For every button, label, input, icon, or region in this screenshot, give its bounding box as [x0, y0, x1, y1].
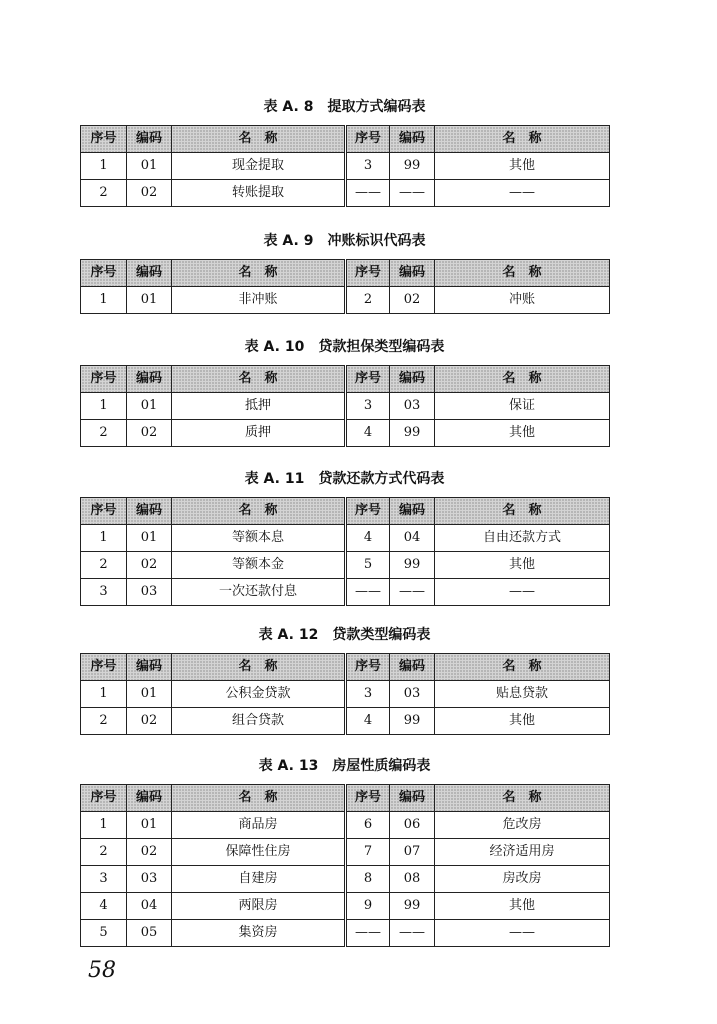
table-caption [80, 231, 609, 251]
header-row [81, 366, 610, 393]
cell-code: 03 [127, 866, 172, 893]
header-cell-seq: 序号 [81, 498, 127, 525]
cell-seq: 3 [346, 681, 390, 708]
cell-seq: 1 [81, 287, 127, 314]
cell-seq: 4 [346, 525, 390, 552]
table-row [81, 812, 610, 839]
table-caption [80, 469, 609, 489]
cell-code: 04 [127, 893, 172, 920]
table-row [81, 708, 610, 735]
cell-seq: 4 [81, 893, 127, 920]
cell-seq: 6 [346, 812, 390, 839]
cell-name: 其他 [435, 420, 610, 447]
cell-code: 01 [127, 153, 172, 180]
cell-code: 01 [127, 812, 172, 839]
cell-seq: 2 [81, 839, 127, 866]
table-block-a12 [80, 625, 609, 735]
code-table [80, 784, 610, 947]
table-title: 房屋性质编码表 [332, 758, 431, 774]
header-cell-seq: 序号 [81, 366, 127, 393]
header-cell-code: 编码 [127, 126, 172, 153]
cell-name: 其他 [435, 552, 610, 579]
cell-seq: 1 [81, 812, 127, 839]
header-cell-name: 名 称 [435, 654, 610, 681]
cell-seq: 3 [81, 579, 127, 606]
table-block-a10 [80, 337, 609, 447]
cell-name: 自建房 [172, 866, 346, 893]
cell-name: —— [435, 579, 610, 606]
cell-seq: 4 [346, 708, 390, 735]
header-cell-name: 名 称 [172, 654, 346, 681]
cell-code: 01 [127, 287, 172, 314]
cell-name: 公积金贷款 [172, 681, 346, 708]
cell-seq: 8 [346, 866, 390, 893]
cell-name: 房改房 [435, 866, 610, 893]
cell-name: 等额本息 [172, 525, 346, 552]
cell-code: —— [390, 920, 435, 947]
header-cell-seq: 序号 [346, 126, 390, 153]
table-row [81, 180, 610, 207]
cell-seq: —— [346, 180, 390, 207]
cell-seq: 2 [346, 287, 390, 314]
cell-code: 02 [127, 552, 172, 579]
header-cell-seq: 序号 [346, 785, 390, 812]
cell-seq: 1 [81, 153, 127, 180]
table-title: 贷款类型编码表 [332, 627, 431, 643]
cell-name: 保障性住房 [172, 839, 346, 866]
cell-seq: 4 [346, 420, 390, 447]
header-cell-seq: 序号 [346, 654, 390, 681]
cell-code: 07 [390, 839, 435, 866]
cell-name: 一次还款付息 [172, 579, 346, 606]
cell-code: 06 [390, 812, 435, 839]
cell-code: 03 [127, 579, 172, 606]
header-cell-name: 名 称 [172, 498, 346, 525]
table-number: 表 A. 13 [258, 758, 319, 774]
cell-code: 99 [390, 552, 435, 579]
table-block-a11 [80, 469, 609, 606]
cell-name: 商品房 [172, 812, 346, 839]
cell-name: 组合贷款 [172, 708, 346, 735]
header-cell-name: 名 称 [172, 366, 346, 393]
header-cell-name: 名 称 [172, 260, 346, 287]
page-number: 58 [88, 958, 116, 983]
header-cell-code: 编码 [390, 654, 435, 681]
code-table [80, 259, 610, 314]
cell-name: 其他 [435, 893, 610, 920]
cell-code: 01 [127, 393, 172, 420]
table-row [81, 920, 610, 947]
cell-name: —— [435, 180, 610, 207]
cell-code: 99 [390, 708, 435, 735]
table-row [81, 866, 610, 893]
cell-seq: 3 [81, 866, 127, 893]
header-cell-code: 编码 [390, 366, 435, 393]
table-title: 冲账标识代码表 [327, 233, 426, 249]
table-number: 表 A. 8 [263, 99, 314, 115]
header-cell-name: 名 称 [435, 366, 610, 393]
header-cell-seq: 序号 [346, 260, 390, 287]
cell-name: 集资房 [172, 920, 346, 947]
header-cell-seq: 序号 [81, 126, 127, 153]
table-title: 贷款担保类型编码表 [318, 339, 445, 355]
header-cell-seq: 序号 [346, 498, 390, 525]
cell-seq: 1 [81, 393, 127, 420]
cell-name: 保证 [435, 393, 610, 420]
cell-code: 03 [390, 681, 435, 708]
cell-name: 自由还款方式 [435, 525, 610, 552]
cell-seq: —— [346, 920, 390, 947]
cell-seq: 2 [81, 552, 127, 579]
table-number: 表 A. 11 [244, 471, 305, 487]
cell-code: 99 [390, 420, 435, 447]
cell-name: 经济适用房 [435, 839, 610, 866]
code-table [80, 497, 610, 606]
header-cell-name: 名 称 [435, 785, 610, 812]
header-cell-name: 名 称 [435, 126, 610, 153]
cell-seq: 9 [346, 893, 390, 920]
cell-name: 非冲账 [172, 287, 346, 314]
cell-code: 02 [390, 287, 435, 314]
table-row [81, 287, 610, 314]
code-table [80, 125, 610, 207]
table-row [81, 579, 610, 606]
table-block-a8 [80, 97, 609, 207]
table-block-a9 [80, 231, 609, 314]
table-row [81, 525, 610, 552]
cell-name: 质押 [172, 420, 346, 447]
table-row [81, 893, 610, 920]
cell-seq: 1 [81, 525, 127, 552]
table-title: 贷款还款方式代码表 [318, 471, 445, 487]
cell-name: 等额本金 [172, 552, 346, 579]
table-title: 提取方式编码表 [327, 99, 426, 115]
table-number: 表 A. 12 [258, 627, 319, 643]
cell-code: 05 [127, 920, 172, 947]
header-cell-code: 编码 [127, 260, 172, 287]
table-block-a13 [80, 756, 609, 947]
cell-seq: 2 [81, 708, 127, 735]
cell-seq: 1 [81, 681, 127, 708]
cell-name: 抵押 [172, 393, 346, 420]
table-caption [80, 625, 609, 645]
cell-code: 02 [127, 420, 172, 447]
code-table [80, 653, 610, 735]
header-row [81, 654, 610, 681]
cell-seq: 5 [81, 920, 127, 947]
header-cell-code: 编码 [127, 785, 172, 812]
header-row [81, 785, 610, 812]
cell-code: 01 [127, 525, 172, 552]
header-cell-code: 编码 [390, 785, 435, 812]
header-cell-seq: 序号 [81, 654, 127, 681]
code-table [80, 365, 610, 447]
cell-name: 危改房 [435, 812, 610, 839]
header-cell-name: 名 称 [172, 785, 346, 812]
header-cell-seq: 序号 [81, 785, 127, 812]
cell-seq: 2 [81, 180, 127, 207]
table-row [81, 681, 610, 708]
table-row [81, 393, 610, 420]
cell-code: 02 [127, 180, 172, 207]
header-cell-seq: 序号 [346, 366, 390, 393]
cell-seq: —— [346, 579, 390, 606]
cell-name: 冲账 [435, 287, 610, 314]
cell-code: —— [390, 180, 435, 207]
cell-code: 04 [390, 525, 435, 552]
table-row [81, 420, 610, 447]
header-cell-seq: 序号 [81, 260, 127, 287]
header-cell-name: 名 称 [435, 260, 610, 287]
cell-name: 其他 [435, 153, 610, 180]
header-cell-code: 编码 [127, 654, 172, 681]
header-cell-code: 编码 [390, 260, 435, 287]
cell-code: 99 [390, 153, 435, 180]
cell-code: 02 [127, 708, 172, 735]
header-row [81, 126, 610, 153]
cell-code: 99 [390, 893, 435, 920]
cell-seq: 3 [346, 393, 390, 420]
table-number: 表 A. 9 [263, 233, 314, 249]
cell-name: 其他 [435, 708, 610, 735]
cell-seq: 3 [346, 153, 390, 180]
cell-code: 08 [390, 866, 435, 893]
table-row [81, 839, 610, 866]
header-cell-name: 名 称 [435, 498, 610, 525]
cell-name: 现金提取 [172, 153, 346, 180]
header-cell-code: 编码 [127, 498, 172, 525]
table-row [81, 552, 610, 579]
cell-seq: 5 [346, 552, 390, 579]
cell-code: 01 [127, 681, 172, 708]
cell-name: 转账提取 [172, 180, 346, 207]
header-row [81, 498, 610, 525]
header-cell-code: 编码 [390, 126, 435, 153]
cell-seq: 7 [346, 839, 390, 866]
header-row [81, 260, 610, 287]
header-cell-name: 名 称 [172, 126, 346, 153]
cell-code: 02 [127, 839, 172, 866]
cell-name: —— [435, 920, 610, 947]
cell-name: 两限房 [172, 893, 346, 920]
table-caption [80, 97, 609, 117]
table-caption [80, 756, 609, 776]
table-row [81, 153, 610, 180]
cell-code: —— [390, 579, 435, 606]
table-number: 表 A. 10 [244, 339, 305, 355]
cell-seq: 2 [81, 420, 127, 447]
cell-code: 03 [390, 393, 435, 420]
cell-name: 贴息贷款 [435, 681, 610, 708]
header-cell-code: 编码 [127, 366, 172, 393]
table-caption [80, 337, 609, 357]
header-cell-code: 编码 [390, 498, 435, 525]
